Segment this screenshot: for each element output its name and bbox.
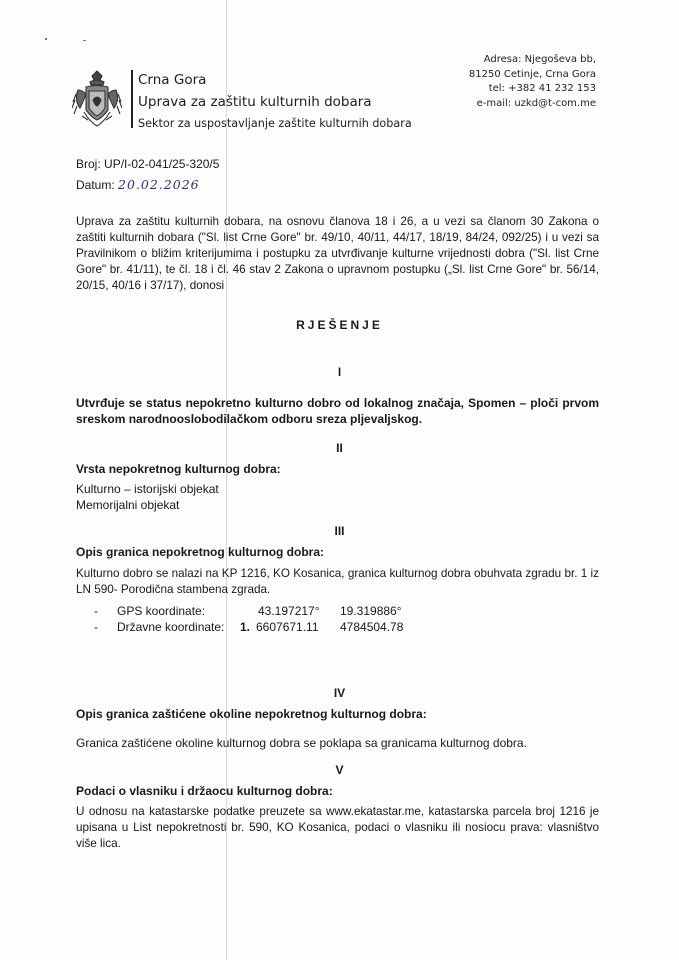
- gps-label: GPS koordinate:: [117, 604, 206, 618]
- reference-number-value: UP/I-02-041/25-320/5: [104, 157, 220, 171]
- address-block: [469, 53, 596, 111]
- decision-title: RJEŠENJE: [296, 318, 383, 332]
- section-5-text: U odnosu na katastarske podatke preuzete sa www.ekatastar.me, katastarska parcela broj 1216 je upisana u List nepokretnosti br. 590, KO Kosanica, podaci o vlasniku ili nosiocu prava: vlasništvo više lica.: [76, 805, 599, 850]
- address-city: 81250 Cetinje, Crna Gora: [468, 68, 596, 80]
- org-country: Crna Gora: [138, 72, 207, 88]
- section-3-title: Opis granica nepokretnog kulturnog dobra:: [76, 545, 325, 559]
- section-numeral-2: II: [336, 441, 343, 455]
- state-coord-y: 4784504.78: [340, 620, 404, 634]
- coordinate-row-gps: [94, 604, 98, 618]
- org-agency: Uprava za zaštitu kulturnih dobara: [138, 94, 372, 110]
- section-numeral-5: V: [335, 763, 344, 777]
- address-line: Adresa: Njegoševa bb,: [483, 54, 596, 65]
- section-3-text: Kulturno dobro se nalazi na KP 1216, KO Kosanica, granica kulturnog dobra obuhvata zgradu br. 1 iz LN 590- Porodična stambena zgrada.: [76, 567, 599, 596]
- montenegro-coat-of-arms-icon: [72, 70, 122, 128]
- section-4-title: Opis granica zaštićene okoline nepokretnog kulturnog dobra:: [76, 707, 427, 721]
- gps-longitude: 19.319886°: [340, 604, 402, 618]
- section-4-text: Granica zaštićene okoline kulturnog dobra se poklapa sa granicama kulturnog dobra.: [76, 736, 527, 750]
- section-numeral-3: III: [334, 524, 345, 538]
- reference-number: [76, 157, 219, 171]
- scan-speck: [83, 40, 86, 41]
- address-phone: tel: +382 41 232 153: [488, 83, 596, 94]
- gps-latitude: 43.197217°: [258, 604, 320, 618]
- reference-date: [76, 177, 200, 192]
- object-type-line: Memorijalni objekat: [76, 498, 180, 512]
- state-coord-prefix: 1.: [240, 620, 251, 634]
- state-coord-x: 6607671.11: [256, 620, 319, 634]
- coordinate-row-state: [94, 620, 98, 634]
- section-1-text: Utvrđuje se status nepokretno kulturno dobro od lokalnog značaja, Spomen – ploči prvom sreskom narodnooslobodilačkom odboru sreza pljevaljskog.: [76, 396, 599, 426]
- header-divider: [131, 70, 133, 128]
- org-sector: Sektor za uspostavljanje zaštite kulturnih dobara: [138, 117, 412, 130]
- reference-number-label: Broj:: [76, 157, 101, 171]
- scan-speck: [45, 38, 47, 40]
- reference-date-label: Datum:: [76, 178, 115, 192]
- object-type-line: Kulturno – istorijski objekat: [76, 482, 219, 496]
- section-numeral-4: IV: [333, 686, 346, 700]
- bullet-dash: -: [94, 620, 98, 634]
- section-2-title: Vrsta nepokretnog kulturnog dobra:: [76, 462, 281, 476]
- address-email: e-mail: uzkd@t-com.me: [476, 97, 596, 109]
- handwritten-date: 20.02.2026: [118, 177, 200, 192]
- bullet-dash: -: [94, 604, 98, 618]
- section-5-title: Podaci o vlasniku i držaocu kulturnog dobra:: [76, 784, 333, 798]
- state-coord-label: Državne koordinate:: [117, 620, 225, 634]
- intro-paragraph: Uprava za zaštitu kulturnih dobara, na osnovu članova 18 i 26, a u vezi sa članom 30 Zakona o zaštiti kulturnih dobara ("Sl. list Crne Gore" br. 49/10, 40/11, 44/17, 18/19, 84/24, 092/25) i u vezi sa Pravilnikom o bližim kriterijumima i postupku za utvrđivanje kulturne vrijednosti dobra ("Sl. list Crne Gore" br. 41/11), te čl. 18 i čl. 46 stav 2 Zakona o upravnom postupku („Sl. list Crne Gore" br. 56/14, 20/15, 40/16 i 37/17), donosi: [76, 215, 599, 292]
- section-numeral-1: I: [337, 365, 342, 379]
